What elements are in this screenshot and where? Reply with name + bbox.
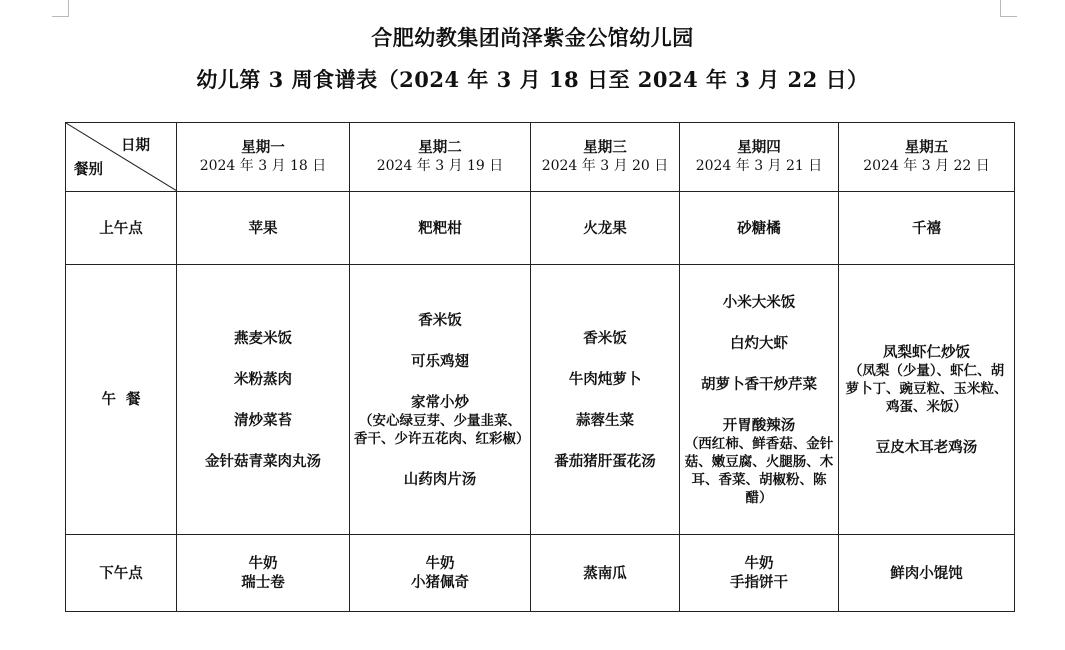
dish-name: 金针菇青菜肉丸汤	[205, 452, 321, 470]
lunch-tue	[350, 265, 531, 535]
dish-name: 白灼大虾	[730, 334, 788, 352]
corner-cell	[66, 123, 177, 192]
header-row	[66, 123, 1015, 192]
row-label-lunch: 午 餐	[66, 265, 177, 535]
menu-table	[65, 122, 1015, 612]
morning-snack-thu: 砂糖橘	[680, 192, 839, 265]
dish-item	[181, 411, 345, 430]
snack-item: 牛奶	[425, 555, 455, 572]
day-date: 2024 年 3 月 22 日	[863, 158, 990, 174]
corner-meal-label: 餐别	[74, 161, 103, 178]
dish-ingredients: （凤梨（少量）、虾仁、胡萝卜丁、豌豆粒、玉米粒、鸡蛋、米饭）	[845, 362, 1008, 415]
row-label-afternoon-snack: 下午点	[66, 535, 177, 612]
dish-name: 燕麦米饭	[234, 329, 292, 347]
dish-ingredients: （西红柿、鲜香菇、金针菇、嫩豆腐、火腿肠、木耳、香菜、胡椒粉、陈醋）	[684, 435, 834, 506]
dish-item	[684, 293, 834, 312]
afternoon-snack-fri	[839, 535, 1015, 612]
day-date: 2024 年 3 月 21 日	[695, 158, 823, 174]
dish-name: 香米饭	[418, 311, 462, 329]
dish-item	[354, 352, 526, 371]
dish-name: 胡萝卜香干炒芹菜	[701, 375, 817, 393]
dish-name: 番茄猪肝蛋花汤	[554, 452, 656, 470]
corner-date-label: 日期	[121, 137, 150, 154]
document-title: 合肥幼教集团尚泽紫金公馆幼儿园	[371, 25, 694, 50]
morning-snack-tue: 粑粑柑	[350, 192, 531, 265]
afternoon-snack-mon	[177, 535, 350, 612]
dish-name: 米粉蒸肉	[234, 370, 292, 388]
snack-item: 手指饼干	[730, 574, 788, 591]
afternoon-snack-thu	[680, 535, 839, 612]
day-name: 星期一	[241, 139, 285, 156]
dish-name: 豆皮木耳老鸡汤	[875, 438, 978, 456]
morning-snack-fri: 千禧	[839, 192, 1015, 265]
snack-item: 牛奶	[744, 555, 774, 572]
day-header-fri	[839, 123, 1015, 192]
dish-item	[354, 393, 530, 448]
day-name: 星期五	[904, 139, 949, 156]
morning-snack-row	[66, 192, 1015, 265]
dish-name: 香米饭	[583, 329, 627, 347]
dish-item	[684, 375, 834, 394]
dish-item	[843, 438, 1010, 457]
lunch-thu	[680, 265, 839, 535]
dish-item	[535, 411, 675, 430]
dish-name: 开胃酸辣汤	[722, 416, 796, 434]
snack-item: 小猪佩奇	[411, 574, 469, 591]
dish-item	[843, 343, 1010, 416]
dish-item	[684, 416, 834, 507]
morning-snack-wed: 火龙果	[531, 192, 680, 265]
day-name: 星期四	[737, 139, 781, 156]
day-date: 2024 年 3 月 20 日	[541, 158, 669, 174]
dish-item	[181, 452, 345, 471]
page-corner-mark-left	[52, 0, 69, 17]
dish-item	[354, 470, 526, 489]
day-name: 星期二	[418, 139, 462, 156]
dish-item	[684, 334, 834, 353]
day-date: 2024 年 3 月 19 日	[376, 158, 504, 174]
day-header-wed	[531, 123, 680, 192]
day-header-thu	[680, 123, 839, 192]
dish-item	[535, 452, 675, 471]
dish-item	[181, 370, 345, 389]
page-corner-mark-right	[1000, 0, 1017, 17]
day-date: 2024 年 3 月 18 日	[199, 158, 327, 174]
dish-item	[535, 329, 675, 348]
dish-item	[354, 311, 526, 330]
dish-item	[181, 329, 345, 348]
dish-ingredients: （安心绿豆芽、少量韭菜、香干、少许五花肉、红彩椒）	[354, 412, 530, 447]
snack-item: 牛奶	[248, 555, 278, 572]
day-name: 星期三	[583, 139, 627, 156]
morning-snack-mon: 苹果	[177, 192, 350, 265]
row-label-morning-snack: 上午点	[66, 192, 177, 265]
dish-name: 凤梨虾仁炒饭	[883, 343, 970, 361]
afternoon-snack-wed	[531, 535, 680, 612]
lunch-mon	[177, 265, 350, 535]
snack-item: 蒸南瓜	[583, 564, 627, 582]
dish-name: 家常小炒	[411, 393, 469, 411]
dish-name: 清炒菜苔	[234, 411, 292, 429]
lunch-row	[66, 265, 1015, 535]
day-header-tue	[350, 123, 531, 192]
snack-item: 瑞士卷	[241, 574, 285, 591]
snack-item: 鲜肉小馄饨	[890, 564, 963, 582]
lunch-fri	[839, 265, 1015, 535]
document-subtitle: 幼儿第 3 周食谱表（2024 年 3 月 18 日至 2024 年 3 月 22 日）	[196, 67, 869, 92]
dish-name: 小米大米饭	[722, 293, 796, 311]
dish-name: 蒜蓉生菜	[576, 411, 634, 429]
afternoon-snack-tue	[350, 535, 531, 612]
lunch-wed	[531, 265, 680, 535]
day-header-mon	[177, 123, 350, 192]
corner-diagonal-line	[66, 123, 177, 191]
dish-name: 可乐鸡翅	[411, 352, 469, 370]
dish-name: 山药肉片汤	[403, 470, 477, 488]
dish-item	[535, 370, 675, 389]
afternoon-snack-row	[66, 535, 1015, 612]
dish-name: 牛肉炖萝卜	[568, 370, 642, 388]
